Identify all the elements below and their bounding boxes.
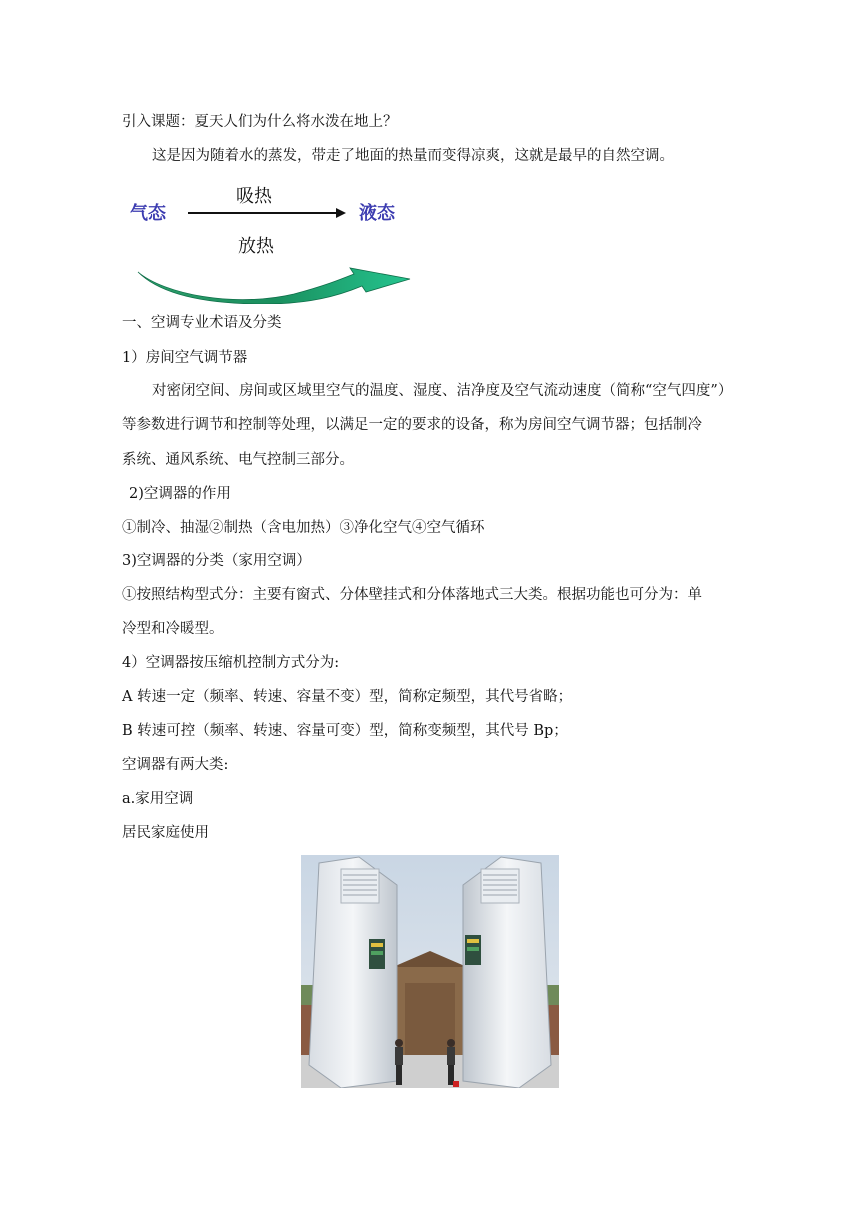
- liquid-label: 液态: [359, 203, 395, 224]
- item4-b: B 转速可控（频率、转速、容量可变）型，简称变频型，其代号 Bp；: [122, 723, 568, 739]
- arrow-head-icon: [336, 208, 346, 218]
- item3-title: 3)空调器的分类（家用空调）: [122, 553, 311, 569]
- item1-body-line2: 等参数进行调节和控制等处理，以满足一定的要求的设备，称为房间空气调节器；包括制冷: [122, 417, 702, 433]
- item1-body-line1: 对密闭空间、房间或区域里空气的温度、湿度、洁净度及空气流动速度（简称“空气四度”）: [152, 383, 733, 399]
- release-heat-label: 放热: [238, 236, 274, 257]
- two-types-heading: 空调器有两大类:: [122, 757, 229, 773]
- intro-answer: 这是因为随着水的蒸发，带走了地面的热量而变得凉爽，这就是最早的自然空调。: [152, 148, 674, 164]
- curved-arrow-icon: [138, 268, 410, 304]
- gas-label: 气态: [130, 203, 166, 224]
- item4-title: 4）空调器按压缩机控制方式分为:: [122, 655, 340, 671]
- item3-body-line1: ①按照结构型式分：主要有窗式、分体壁挂式和分体落地式三大类。根据功能也可分为：单: [122, 587, 702, 603]
- section-title: 一、空调专业术语及分类: [122, 315, 282, 331]
- absorb-heat-label: 吸热: [236, 186, 272, 207]
- item2-title: 2)空调器的作用: [129, 486, 231, 502]
- type-a-description: 居民家庭使用: [122, 825, 209, 841]
- intro-question: 引入课题：夏天人们为什么将水泼在地上？: [122, 114, 398, 130]
- item1-title: 1）房间空气调节器: [122, 350, 248, 366]
- type-a-label: a.家用空调: [122, 791, 194, 807]
- item2-body: ①制冷、抽湿②制热（含电加热）③净化空气④空气循环: [122, 520, 485, 536]
- phase-change-diagram: [124, 182, 414, 304]
- item1-body-line3: 系统、通风系统、电气控制三部分。: [122, 452, 354, 468]
- item3-body-line2: 冷型和冷暖型。: [122, 621, 224, 637]
- item4-a: A 转速一定（频率、转速、容量不变）型，简称定频型，其代号省略；: [122, 689, 573, 705]
- ac-units-photo: [301, 855, 559, 1088]
